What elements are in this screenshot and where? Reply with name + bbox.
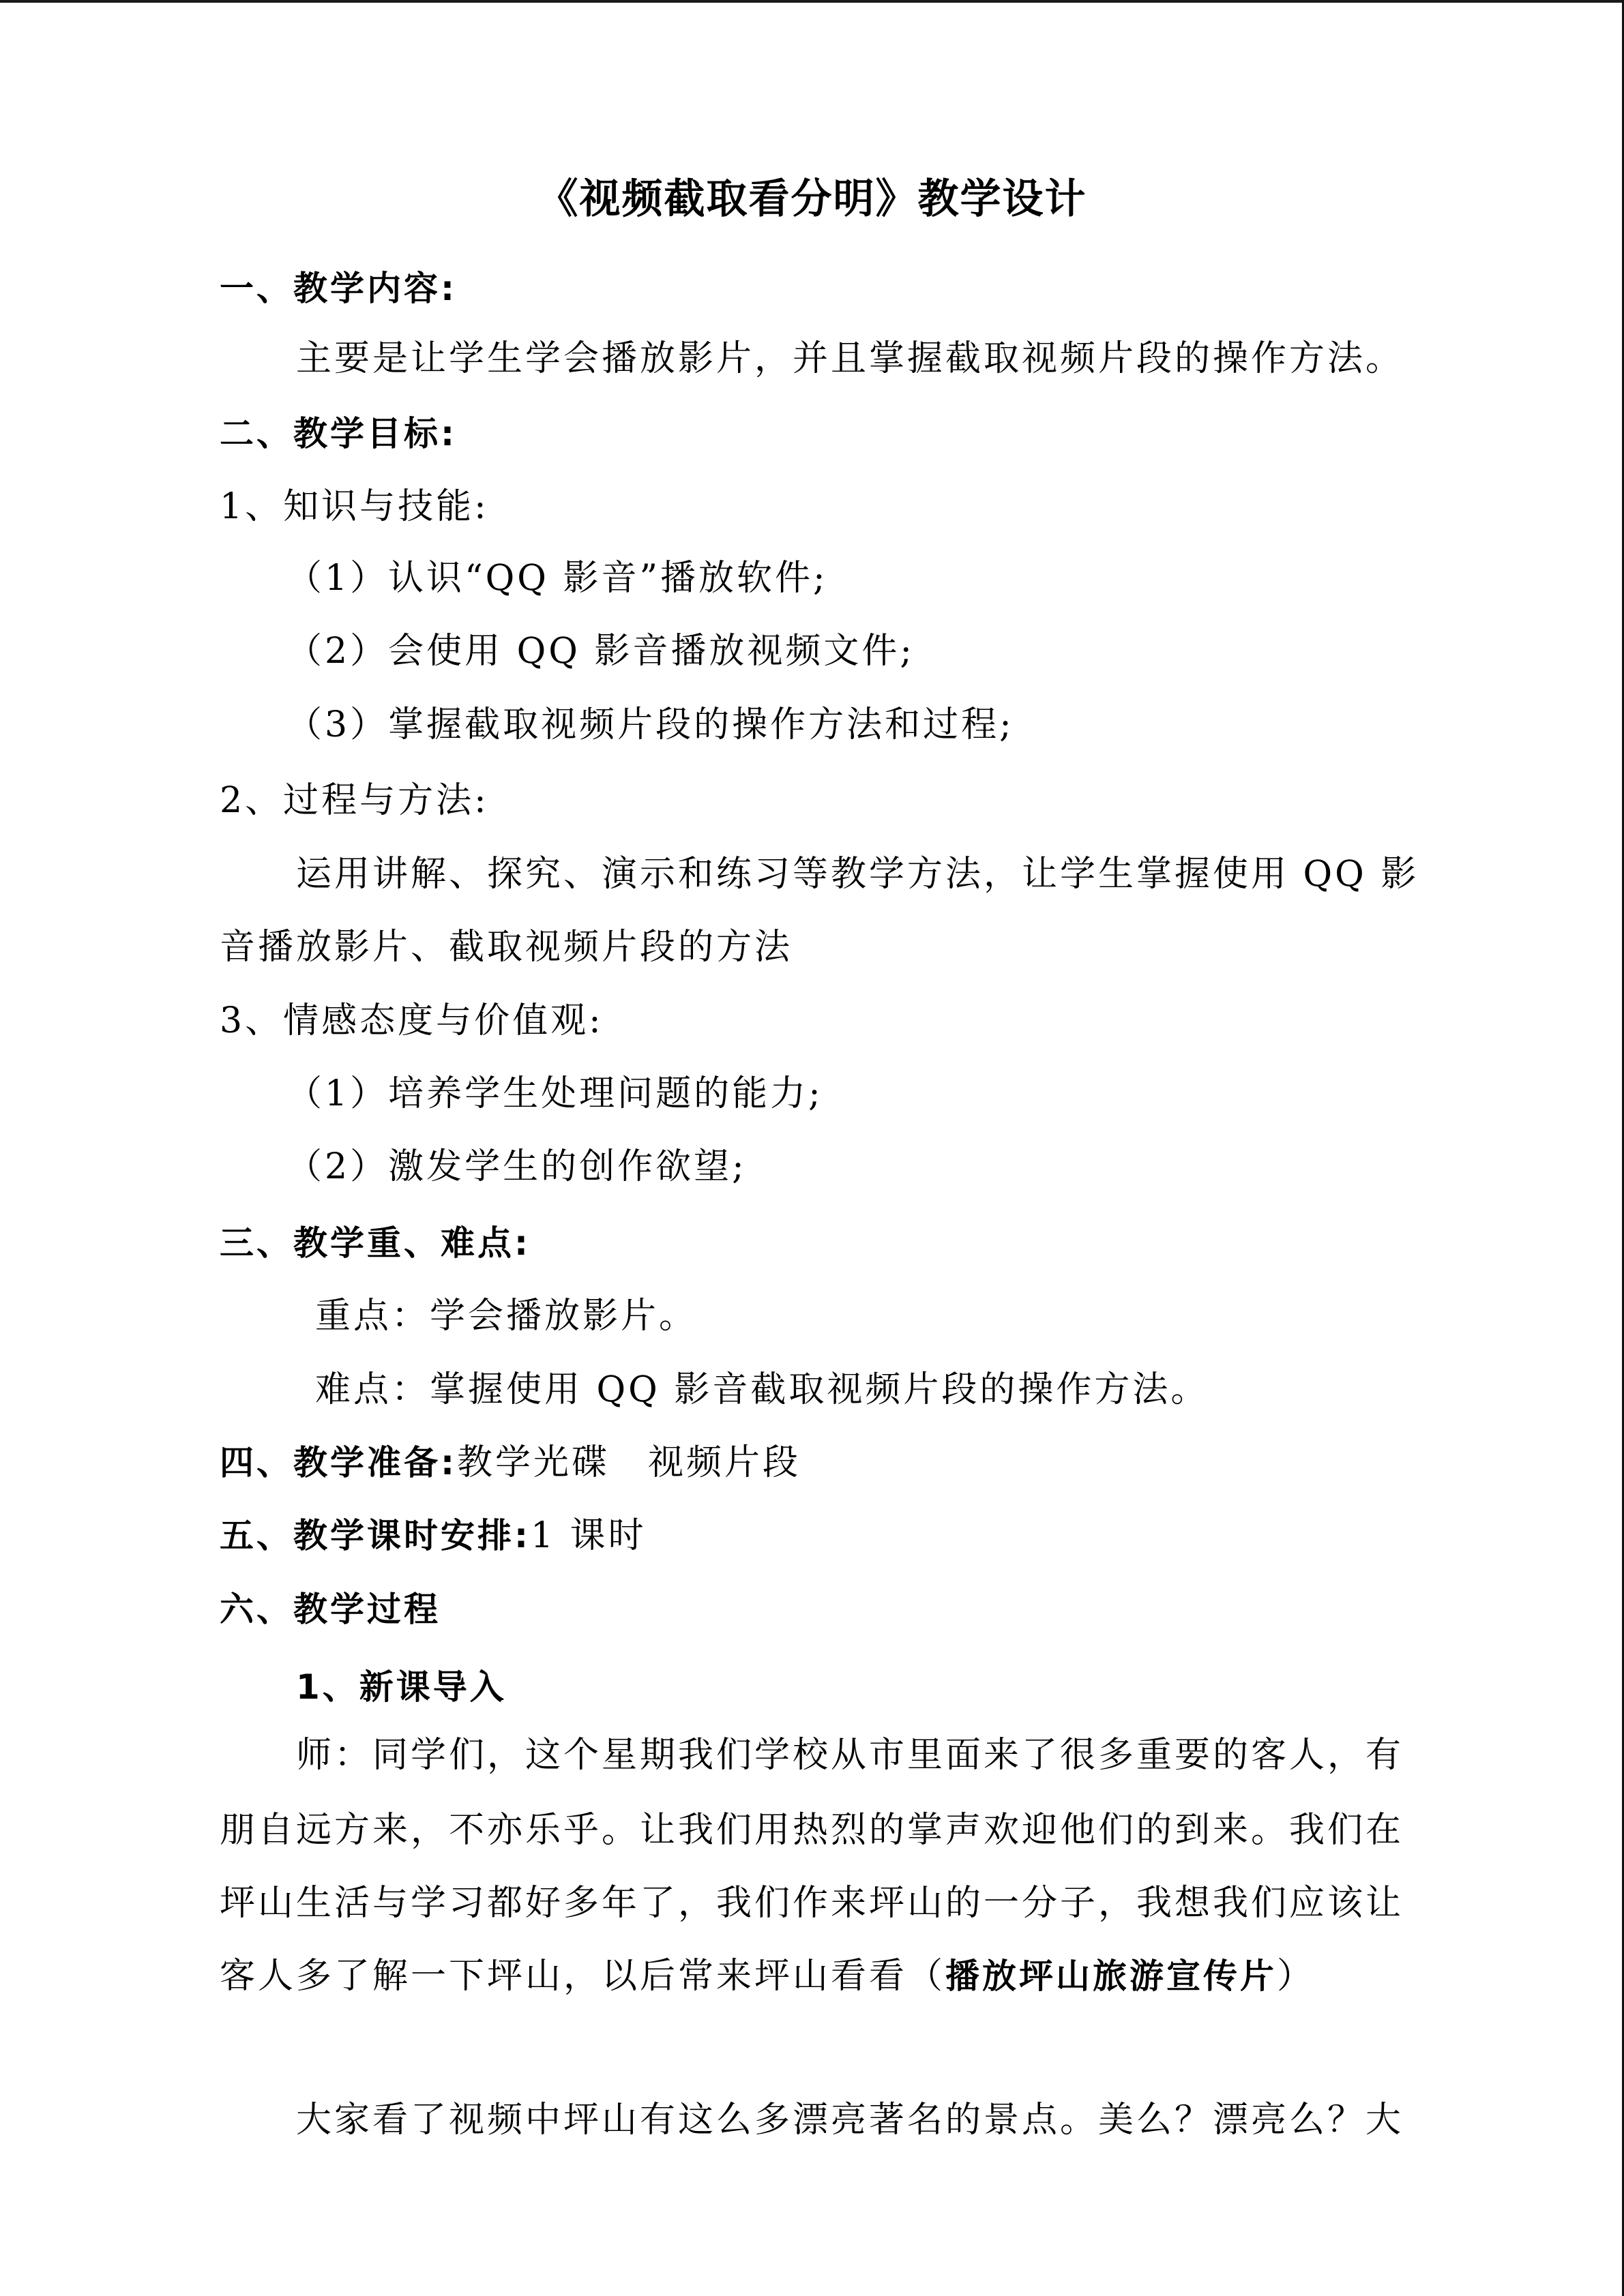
- section-heading-process: 六、教学过程: [220, 1590, 441, 1629]
- page-top-border: [0, 0, 1624, 3]
- section-heading-objectives: 二、教学目标:: [220, 414, 457, 453]
- subheading-process-method: 2、过程与方法:: [220, 780, 489, 821]
- key-point-focus: 重点：学会播放影片。: [315, 1296, 698, 1337]
- intro-paragraph-line: 坪山生活与学习都好多年了，我们作来坪山的一分子，我想我们应该让: [220, 1883, 1404, 1924]
- section-heading-schedule: 五、教学课时安排:: [220, 1516, 531, 1555]
- section-heading-key-points: 三、教学重、难点:: [220, 1223, 531, 1263]
- list-item: （2）激发学生的创作欲望;: [286, 1146, 747, 1187]
- follow-up-paragraph-line: 大家看了视频中坪山有这么多漂亮著名的景点。美么？漂亮么？大: [296, 2100, 1404, 2141]
- intro-paragraph-line: 朋自远方来，不亦乐乎。让我们用热烈的掌声欢迎他们的到来。我们在: [220, 1810, 1404, 1851]
- section-heading-content: 一、教学内容:: [220, 269, 457, 308]
- preparation-value: 教学光碟 视频片段: [457, 1442, 801, 1483]
- list-item: （2）会使用 QQ 影音播放视频文件;: [286, 631, 915, 672]
- process-method-body-line2: 音播放影片、截取视频片段的方法: [220, 927, 793, 968]
- section-heading-preparation: 四、教学准备:: [220, 1443, 457, 1482]
- key-point-difficulty: 难点：掌握使用 QQ 影音截取视频片段的操作方法。: [315, 1369, 1209, 1410]
- schedule-value: 1 课时: [531, 1515, 647, 1556]
- intro-paragraph-line: 师：同学们，这个星期我们学校从市里面来了很多重要的客人，有: [296, 1735, 1404, 1776]
- list-item: （1）认识“QQ 影音”播放软件;: [286, 558, 828, 599]
- list-item: （1）培养学生处理问题的能力;: [286, 1073, 823, 1114]
- content-body: 主要是让学生学会播放影片，并且掌握截取视频片段的操作方法。: [296, 338, 1404, 379]
- intro-text-close: ）: [1277, 1956, 1316, 1997]
- subheading-attitude-values: 3、情感态度与价值观:: [220, 1000, 604, 1041]
- stage-direction-play-video: 播放坪山旅游宣传片: [945, 1956, 1278, 1996]
- intro-paragraph-last-line: [220, 1949, 1315, 2003]
- subheading-new-lesson-intro: 1、新课导入: [296, 1667, 507, 1707]
- section-preparation: [220, 1435, 801, 1490]
- list-item: （3）掌握截取视频片段的操作方法和过程;: [286, 704, 1014, 745]
- subheading-knowledge-skills: 1、知识与技能:: [220, 486, 489, 527]
- section-schedule: [220, 1508, 647, 1563]
- intro-text: 客人多了解一下坪山，以后常来坪山看看（: [220, 1956, 946, 1997]
- process-method-body-line1: 运用讲解、探究、演示和练习等教学方法，让学生掌握使用 QQ 影: [296, 854, 1419, 895]
- page-title: 《视频截取看分明》教学设计: [537, 175, 1087, 223]
